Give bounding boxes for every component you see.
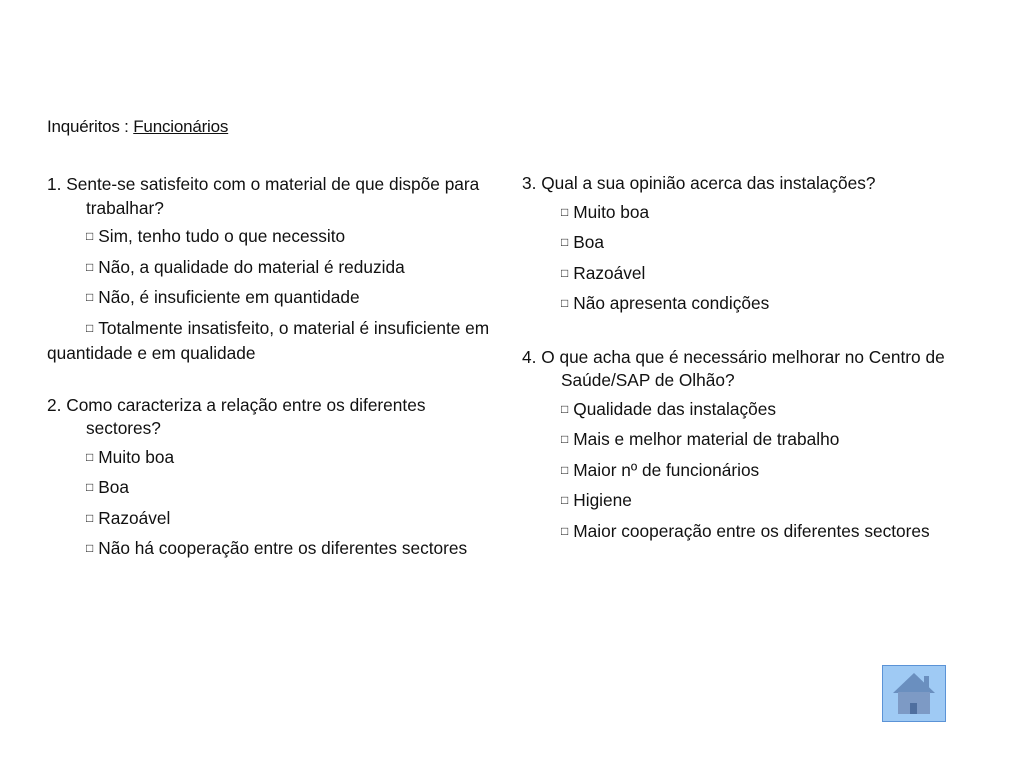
checkbox-icon[interactable]: □ [561, 523, 569, 538]
option-checkbox[interactable] [522, 520, 1002, 546]
checkbox-icon[interactable]: □ [86, 510, 94, 525]
checkbox-icon[interactable]: □ [86, 320, 94, 335]
checkbox-icon[interactable]: □ [86, 480, 94, 494]
question-1-options [47, 225, 497, 366]
option-label: Não apresenta condições [573, 293, 770, 313]
option-label: Não, a qualidade do material é reduzida [98, 256, 405, 277]
question-3-text: 3. Qual a sua opinião acerca das instalações? [522, 173, 876, 193]
option-checkbox[interactable] [522, 489, 1002, 515]
title-subject: Funcionários [133, 117, 229, 136]
checkbox-icon[interactable]: □ [86, 290, 94, 304]
option-checkbox[interactable] [522, 459, 1002, 485]
option-checkbox[interactable] [522, 201, 1002, 227]
option-checkbox[interactable] [47, 225, 497, 251]
option-label: Mais e melhor material de trabalho [573, 429, 840, 449]
question-4-text: 4. O que acha que é necessário melhorar no Centro de Saúde/SAP de Olhão? [522, 346, 945, 390]
option-label: Maior nº de funcionários [573, 459, 760, 480]
option-label: Boa [573, 232, 604, 252]
question-2-options [47, 446, 497, 563]
question-4-options [522, 398, 1002, 546]
option-checkbox[interactable] [522, 428, 1002, 454]
question-4 [522, 346, 1002, 546]
option-checkbox[interactable] [47, 507, 497, 533]
option-checkbox[interactable] [47, 286, 497, 312]
option-checkbox[interactable] [47, 256, 497, 282]
option-label: Razoável [573, 262, 646, 283]
home-icon[interactable] [883, 666, 945, 721]
title-label: Inquéritos : [47, 117, 129, 136]
option-checkbox[interactable] [47, 317, 497, 366]
checkbox-icon[interactable]: □ [561, 462, 569, 477]
option-label: Não, é insuficiente em quantidade [98, 287, 360, 307]
question-2-text: 2. Como caracteriza a relação entre os diferentes sectores? [47, 394, 426, 438]
option-label: Totalmente insatisfeito, o material é insuficiente em quantidade e em qualidade [47, 317, 490, 363]
checkbox-icon[interactable]: □ [561, 493, 569, 507]
option-checkbox[interactable] [47, 446, 497, 472]
question-3 [522, 172, 1002, 318]
checkbox-icon[interactable]: □ [86, 229, 94, 243]
option-label: Boa [98, 477, 129, 497]
option-label: Sim, tenho tudo o que necessito [98, 226, 346, 246]
option-label: Muito boa [98, 446, 175, 467]
option-label: Qualidade das instalações [573, 398, 776, 419]
checkbox-icon[interactable]: □ [561, 235, 569, 249]
checkbox-icon[interactable]: □ [561, 432, 569, 446]
question-3-options [522, 201, 1002, 318]
checkbox-icon[interactable]: □ [86, 541, 94, 555]
option-checkbox[interactable] [47, 537, 497, 563]
option-checkbox[interactable] [47, 476, 497, 502]
checkbox-icon[interactable]: □ [561, 401, 569, 416]
option-checkbox[interactable] [522, 262, 1002, 288]
home-button[interactable] [882, 665, 946, 722]
checkbox-icon[interactable]: □ [561, 296, 569, 310]
question-1 [47, 173, 497, 366]
option-checkbox[interactable] [522, 398, 1002, 424]
right-column [522, 172, 1002, 550]
option-label: Razoável [98, 507, 171, 528]
option-label: Higiene [573, 490, 632, 510]
checkbox-icon[interactable]: □ [86, 259, 94, 274]
page-title [47, 117, 228, 137]
checkbox-icon[interactable]: □ [561, 204, 569, 219]
option-checkbox[interactable] [522, 231, 1002, 257]
question-1-text: 1. Sente-se satisfeito com o material de que dispõe para trabalhar? [47, 174, 480, 218]
option-checkbox[interactable] [522, 292, 1002, 318]
checkbox-icon[interactable]: □ [561, 265, 569, 280]
option-label: Não há cooperação entre os diferentes sectores [98, 538, 468, 558]
checkbox-icon[interactable]: □ [86, 449, 94, 464]
left-column [47, 173, 497, 568]
option-label: Maior cooperação entre os diferentes sectores [573, 520, 930, 541]
question-2 [47, 394, 497, 563]
option-label: Muito boa [573, 201, 650, 222]
